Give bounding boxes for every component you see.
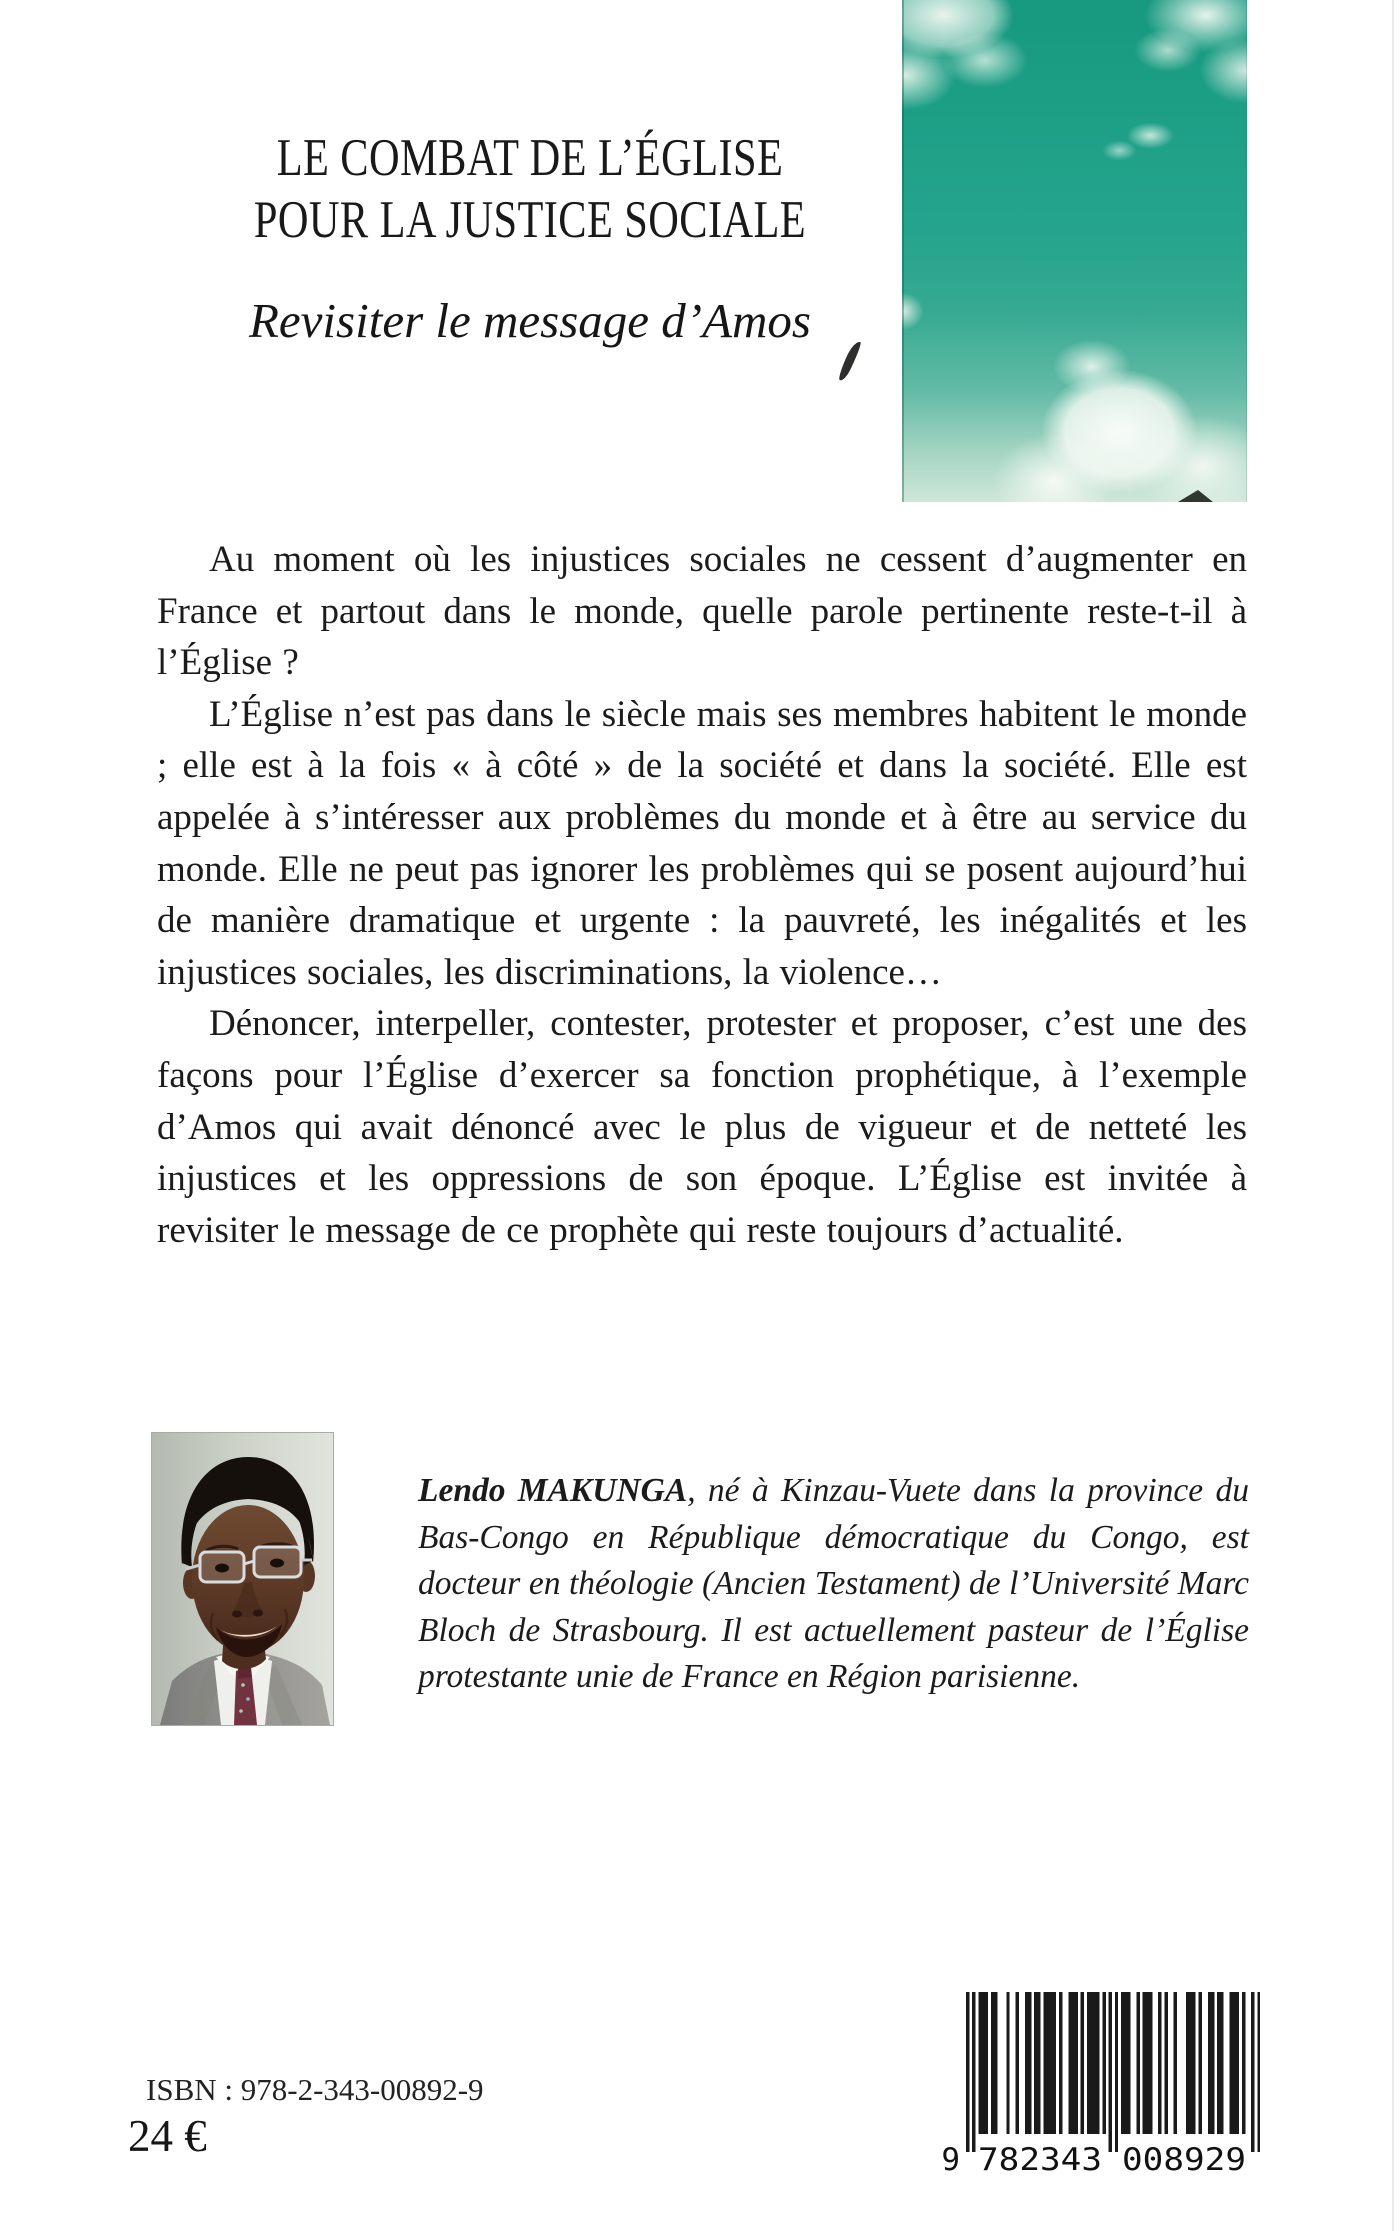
page-edge-line [1392, 0, 1394, 2231]
sky-photo [902, 0, 1247, 502]
barcode-group1-digits: 782343 [978, 2142, 1102, 2174]
eye-right [270, 1559, 284, 1568]
author-bio [418, 1468, 1249, 1701]
synopsis-paragraph-2: L’Église n’est pas dans le siècle mais ses membres habitent le monde ; elle est à la fois « à côté » de la société et dans la société. Elle est appelée à s’intéresser aux problèmes du monde et à être au service du monde. Elle ne peut pas ignorer les problèmes qui se posent aujourd’hui de manière dramatique et urgente : la pauvreté, les inégalités et les injustices sociales, les discriminations, la violence… [157, 693, 1247, 993]
isbn-text: ISBN : 978-2-343-00892-9 [146, 2072, 484, 2107]
book-subtitle: Revisiter le message d’Amos [249, 293, 811, 348]
synopsis [157, 534, 1247, 1256]
synopsis-paragraph-3: Dénoncer, interpeller, contester, protester et proposer, c’est une des façons pour l’Église d’exercer sa fonction prophétique, à l’exemple d’Amos qui avait dénoncé avec le plus de vigueur et de netteté les injustices et les oppressions de son époque. L’Église est invitée à revisiter le message de ce prophète qui reste toujours d’actualité. [157, 1003, 1247, 1251]
author-portrait-graphic [152, 1433, 333, 1725]
synopsis-paragraph-1: Au moment où les injustices sociales ne cessent d’augmenter en France et partout dans le monde, quelle parole pertinente reste-t-il à l’Église ? [157, 539, 1247, 684]
author-photo [152, 1433, 333, 1725]
title-line-1: LE COMBAT DE L’ÉGLISE [276, 129, 784, 187]
barcode-bars [966, 1992, 1260, 2152]
price-text: 24 € [128, 2111, 207, 2161]
title-line-2: POUR LA JUSTICE SOCIALE [253, 191, 807, 249]
ean-barcode [928, 1992, 1260, 2174]
ean-barcode-graphic [928, 1992, 1260, 2174]
barcode-group2-digits: 008929 [1122, 2142, 1246, 2174]
author-bio-text: , né à Kinzau-Vuete dans la province du Bas-Congo en République démocratique du Congo, est docteur en théologie (Ancien Testament) de l’Université Marc Bloch de Strasbourg. Il est actuellement pasteur de l’Église protestante unie de France en Région parisienne. [418, 1472, 1249, 1695]
author-name: Lendo MAKUNGA [418, 1472, 688, 1509]
eye-left [215, 1564, 229, 1573]
book-title [232, 127, 829, 251]
barcode-lead-digit: 9 [941, 2142, 960, 2174]
roof-silhouette [1178, 490, 1213, 502]
